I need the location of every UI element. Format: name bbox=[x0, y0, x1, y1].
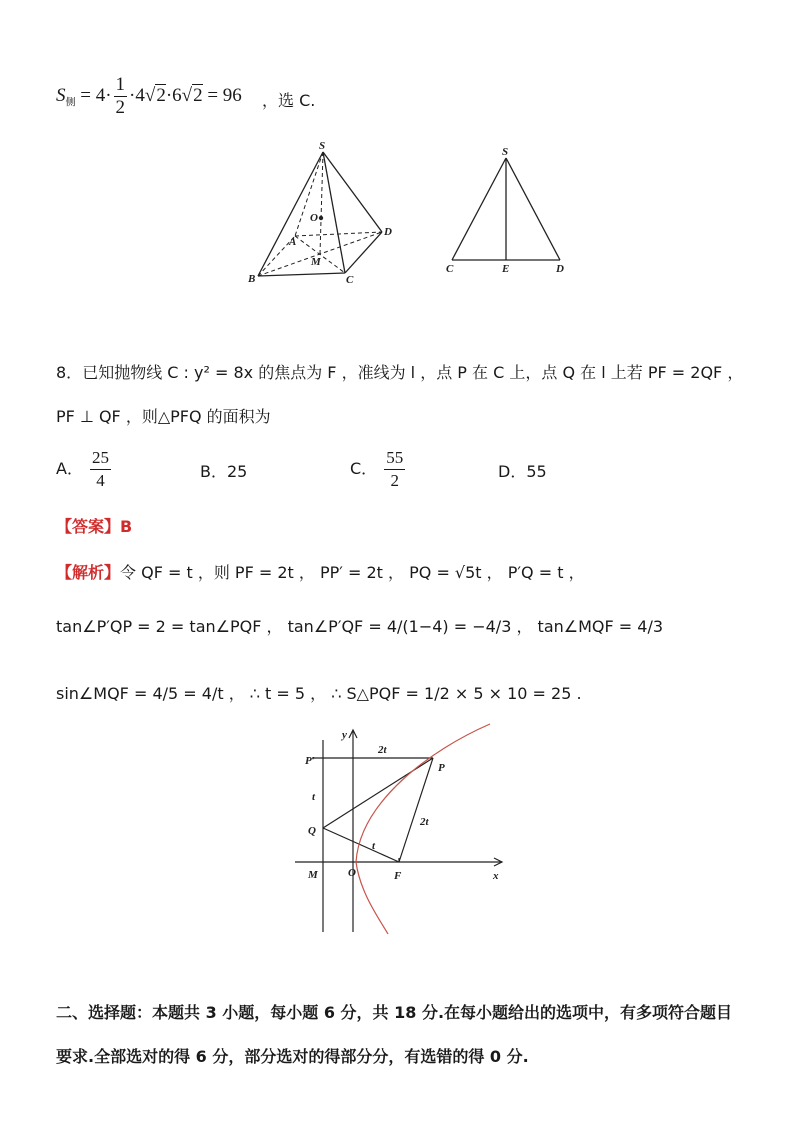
label-t-mid: t bbox=[372, 840, 376, 852]
label-a: A bbox=[289, 236, 297, 248]
option-b[interactable]: B．25 bbox=[200, 462, 248, 481]
label-o: O bbox=[348, 867, 356, 879]
option-c[interactable]: C． $\frac{55}{2}$ bbox=[350, 448, 404, 490]
label-p-prime: P′ bbox=[305, 755, 315, 767]
question-8-stem-2: PF ⊥ QF ，则△PFQ 的面积为 bbox=[56, 407, 271, 426]
parabola-figure bbox=[290, 722, 520, 937]
choose-c-text: ，选 C. bbox=[262, 91, 316, 110]
question-8-stem-1: 8．已知抛物线 C : y² = 8x 的焦点为 F ，准线为 l ，点 P 在 C 上，点 Q 在 l 上若 PF = 2QF ， bbox=[56, 363, 744, 382]
label-o: O bbox=[310, 212, 318, 224]
analysis-line-3: sin∠MQF = 4/5 = 4/t ， ∴ t = 5 ， ∴ S△PQF = 1/2 × 5 × 10 = 25 . bbox=[56, 684, 582, 703]
label-q: Q bbox=[308, 825, 316, 837]
analysis-line-1: 【解析】令 QF = t ，则 PF = 2t ， PP′ = 2t ， PQ = √5t ， P′Q = t ， bbox=[56, 563, 585, 582]
label-f: F bbox=[394, 870, 402, 882]
pyramid-figure bbox=[240, 140, 580, 290]
label-m: M bbox=[311, 256, 321, 268]
section-2-title-line-2: 要求.全部选对的得 6 分，部分选对的得部分分，有选错的得 0 分. bbox=[56, 1047, 529, 1066]
label-t-left: t bbox=[312, 791, 316, 803]
answer-line: 【答案】B bbox=[56, 517, 133, 536]
label-m: M bbox=[308, 869, 318, 881]
axis-label-y: y bbox=[342, 729, 347, 741]
label-s: S bbox=[319, 140, 326, 152]
label-b: B bbox=[248, 273, 256, 285]
axis-label-x: x bbox=[493, 870, 499, 882]
label-2t-top: 2t bbox=[378, 744, 387, 756]
tri-label-d: D bbox=[556, 263, 564, 275]
label-p: P bbox=[438, 762, 445, 774]
section-2-title-line-1: 二、选择题：本题共 3 小题，每小题 6 分，共 18 分.在每小题给出的选项中，有多项符合题目 bbox=[56, 1003, 733, 1022]
option-a[interactable]: A． $\frac{25}{4}$ bbox=[56, 448, 110, 490]
analysis-line-2: tan∠P′QP = 2 = tan∠PQF ， tan∠P′QF = 4/(1−4) = −4/3 ， tan∠MQF = 4/3 bbox=[56, 617, 664, 636]
tri-label-e: E bbox=[502, 263, 510, 275]
option-d[interactable]: D．55 bbox=[498, 462, 547, 481]
lateral-area-formula: $S_侧 = 4\cdot$ $\frac{1}{2}$ ·4√2·6√2 = 96 bbox=[56, 74, 242, 118]
tri-label-s: S bbox=[502, 146, 509, 158]
label-d: D bbox=[384, 226, 392, 238]
tri-label-c: C bbox=[446, 263, 454, 275]
label-c: C bbox=[346, 274, 354, 286]
label-2t-right: 2t bbox=[420, 816, 429, 828]
